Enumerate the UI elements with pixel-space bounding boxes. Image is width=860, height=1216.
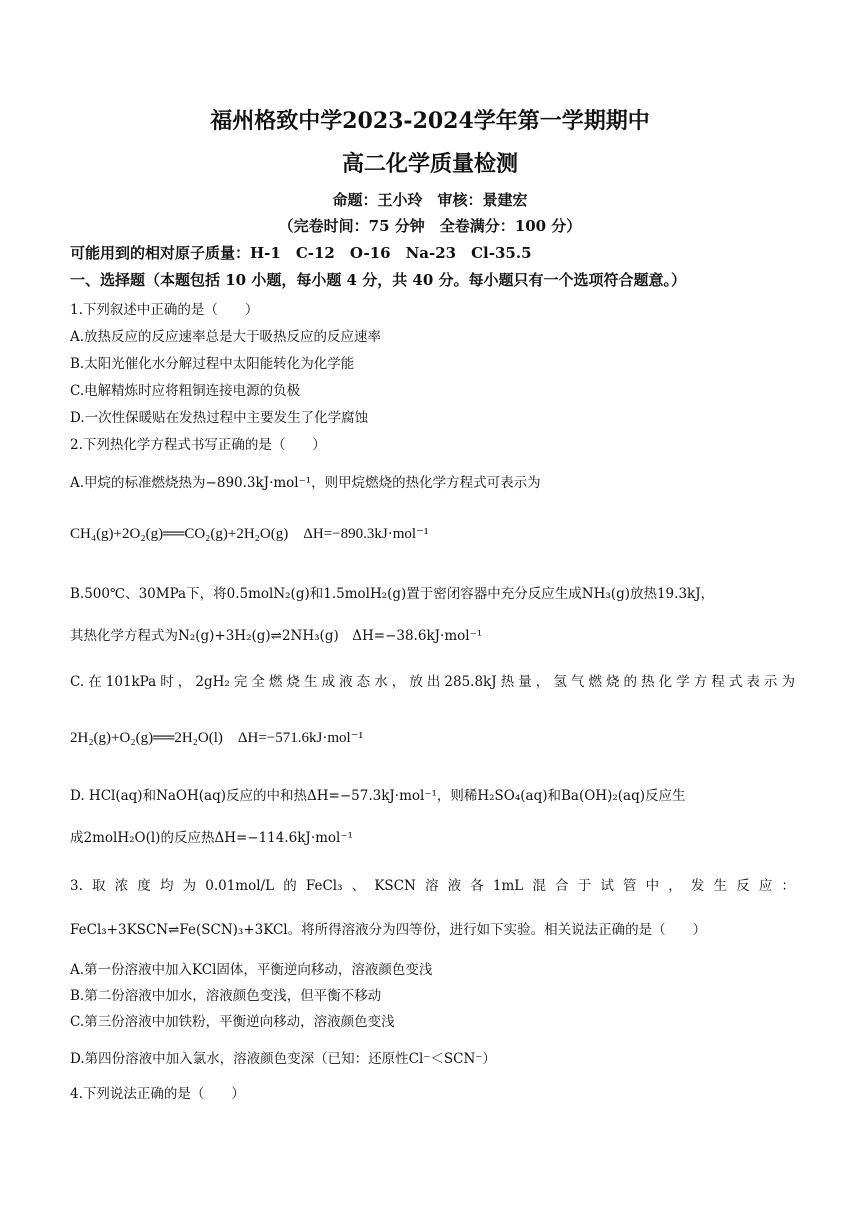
question-2-equation-c: 2H₂(g)+O₂(g)══2H₂O(l) ΔH=−571.6kJ·mol⁻¹ [70,730,364,746]
question-2-option-d: D. HCl(aq)和NaOH(aq)反应的中和热ΔH=−57.3kJ·mol⁻¹，则稀H₂SO₄(aq)和Ba(OH)₂(aq)反应生 [70,788,686,804]
question-1-option-a: A.放热反应的反应速率总是大于吸热反应的反应速率 [70,329,382,345]
exam-time-score: （完卷时间：75 分钟 全卷满分：100 分） [278,217,582,235]
question-2-option-a: A.甲烷的标准燃烧热为−890.3kJ·mol⁻¹，则甲烷燃烧的热化学方程式可表示为 [70,475,541,491]
question-1-option-c: C.电解精炼时应将粗铜连接电源的负极 [70,383,301,399]
exam-title-school: 福州格致中学2023-2024学年第一学期期中 [210,108,650,134]
question-3-stem: 3.取浓度均为0.01mol/L的FeCl₃、KSCN溶液各1mL混合于试管中，发生反应： [70,878,795,894]
question-1-stem: 1.下列叙述中正确的是（ ） [70,302,259,318]
question-2-option-b: B.500℃、30MPa下，将0.5molN₂(g)和1.5molH₂(g)置于密闭容器中充分反应生成NH₃(g)放热19.3kJ， [70,586,715,602]
question-2-option-d-cont: 成2molH₂O(l)的反应热ΔH=−114.6kJ·mol⁻¹ [70,830,353,846]
question-3-reaction: FeCl₃+3KSCN⇌Fe(SCN)₃+3KCl。将所得溶液分为四等份，进行如下实验。相关说法正确的是（ ） [70,922,707,938]
question-2-equation-a: CH₄(g)+2O₂(g)══CO₂(g)+2H₂O(g) ΔH=−890.3kJ·mol⁻¹ [70,526,429,542]
question-2-stem: 2.下列热化学方程式书写正确的是（ ） [70,437,326,453]
exam-authors: 命题：王小玲 审核：景建宏 [332,191,528,209]
question-3-option-c: C.第三份溶液中加铁粉，平衡逆向移动，溶液颜色变浅 [70,1014,395,1030]
question-3-option-a: A.第一份溶液中加入KCl固体，平衡逆向移动，溶液颜色变浅 [70,962,433,978]
question-2-option-c: C.在101kPa时，2gH₂完全燃烧生成液态水，放出285.8kJ热量，氢气燃烧的热化学方程式表示为 [70,674,795,690]
exam-title-subject: 高二化学质量检测 [341,151,518,177]
atomic-masses: 可能用到的相对原子质量：H-1 C-12 O-16 Na-23 Cl-35.5 [70,244,532,262]
section-header: 一、选择题（本题包括 10 小题，每小题 4 分，共 40 分。每小题只有一个选项符合题意。） [70,271,687,289]
question-3-option-d: D.第四份溶液中加入氯水，溶液颜色变深（已知：还原性Cl⁻＜SCN⁻） [70,1051,496,1067]
question-1-option-d: D.一次性保暖贴在发热过程中主要发生了化学腐蚀 [70,410,369,426]
question-3-option-b: B.第二份溶液中加水，溶液颜色变浅，但平衡不移动 [70,988,382,1004]
question-4-stem: 4.下列说法正确的是（ ） [70,1086,245,1102]
question-2-option-b-equation: 其热化学方程式为N₂(g)+3H₂(g)⇌2NH₃(g) ΔH=−38.6kJ·mol⁻¹ [70,628,483,644]
question-1-option-b: B.太阳光催化水分解过程中太阳能转化为化学能 [70,356,355,372]
